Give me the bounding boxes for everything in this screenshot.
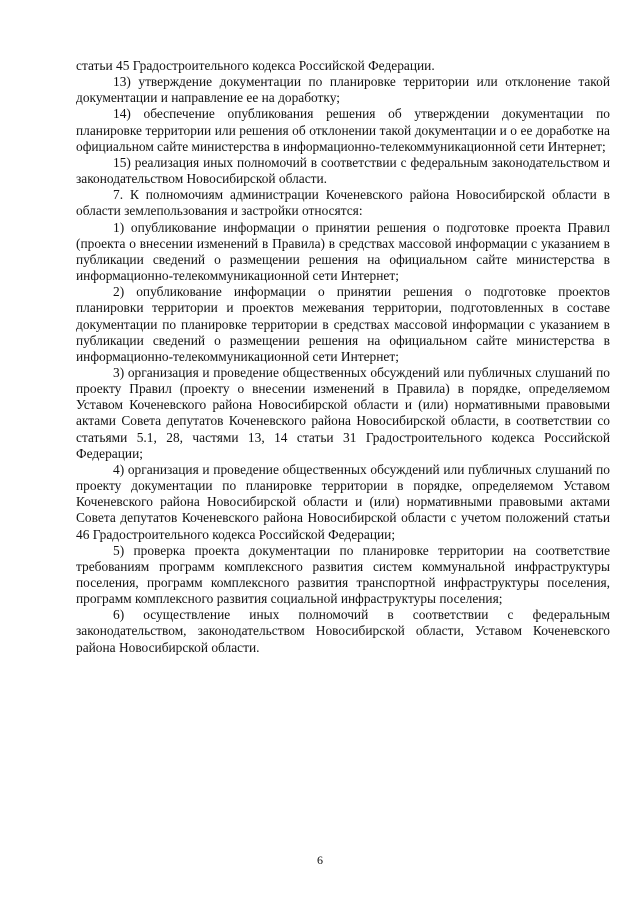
paragraph-item-14: 14) обеспечение опубликования решения об утверждении документации по планировке территории или решения об отклонении такой документации и о ее доработке на официальном сайте министерства в информационно-телекоммуникационной сети Интернет; [76, 106, 610, 154]
page-number: 6 [317, 853, 323, 867]
paragraph-subitem-5: 5) проверка проекта документации по планировке территории на соответствие требованиям программ комплексного развития систем коммунальной инфраструктуры поселения, программ комплексного развития транспортной инфраструктуры поселения, программ комплексного развития социальной инфраструктуры поселения; [76, 542, 610, 607]
paragraph-subitem-6: 6) осуществление иных полномочий в соответствии с федеральным законодательством, законодательством Новосибирской области, Уставом Коченевского района Новосибирской области. [76, 607, 610, 655]
paragraph-item-13: 13) утверждение документации по планировке территории или отклонение такой документации и направление ее на доработку; [76, 74, 610, 106]
paragraph-subitem-2: 2) опубликование информации о принятии решения о подготовке проектов планировки территории и проектов межевания территории, подготовленных в составе документации по планировке территории в средствах массовой информации с указанием в публикации сведений о размещении решения на официальном сайте министерства в информационно-телекоммуникационной сети Интернет; [76, 284, 610, 364]
paragraph-subitem-4: 4) организация и проведение общественных обсуждений или публичных слушаний по проекту документации по планировке территории в порядке, определяемом Уставом Коченевского района Новосибирской области и (или) нормативными правовыми актами Совета депутатов Коченевского района Новосибирской области с учетом положений статьи 46 Градостроительного кодекса Российской Федерации; [76, 461, 610, 542]
paragraph-subitem-1: 1) опубликование информации о принятии решения о подготовке проекта Правил (проекта о внесении изменений в Правила) в средствах массовой информации с указанием в публикации сведений о размещении решения на официальном сайте министерства в информационно-телекоммуникационной сети Интернет; [76, 219, 610, 284]
document-body [76, 58, 610, 656]
paragraph-clause-7: 7. К полномочиям администрации Коченевского района Новосибирской области в области землепользования и застройки относятся: [76, 187, 610, 219]
paragraph-subitem-3: 3) организация и проведение общественных обсуждений или публичных слушаний по проекту Правил (проекту о внесении изменений в Правила) в порядке, определяемом Уставом Коченевского района Новосибирской области и (или) нормативными правовыми актами Совета депутатов Коченевского района Новосибирской области, в соответствии со статьями 5.1, 28, частями 13, 14 статьи 31 Градостроительного кодекса Российской Федерации; [76, 364, 610, 461]
paragraph-item-15: 15) реализация иных полномочий в соответствии с федеральным законодательством и законодательством Новосибирской области. [76, 154, 610, 187]
paragraph-continuation: статьи 45 Градостроительного кодекса Российской Федерации. [76, 58, 435, 73]
